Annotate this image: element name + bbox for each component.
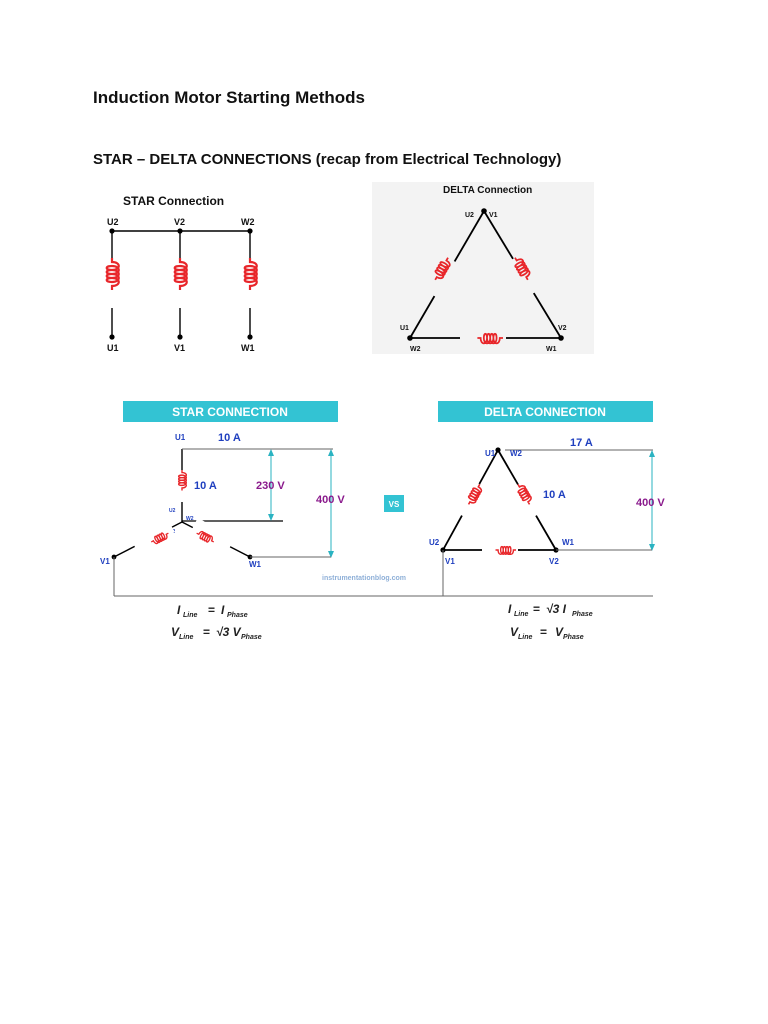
fig4-banner-text: DELTA CONNECTION	[484, 405, 606, 419]
svg-text:=: =	[540, 625, 548, 639]
svg-text:=: =	[533, 602, 541, 616]
svg-text:Phase: Phase	[227, 612, 248, 619]
fig2-label-v1: V1	[489, 212, 498, 219]
fig1-title: STAR Connection	[123, 194, 225, 208]
fig1-label-u1: U1	[107, 343, 119, 353]
fig4-label-u1: U1	[485, 449, 496, 458]
svg-text:Phase: Phase	[241, 634, 262, 641]
fig2-label-u1: U1	[400, 325, 409, 332]
svg-text:I: I	[508, 602, 512, 616]
fig4-line-current: 17 A	[570, 437, 593, 449]
svg-text:Line: Line	[179, 634, 194, 641]
fig4-phase-current: 10 A	[543, 489, 566, 501]
fig4-label-w2: W2	[510, 449, 522, 458]
delta-connection-values-figure	[322, 401, 665, 641]
fig3-phase-current: 10 A	[194, 480, 217, 492]
svg-text:Line: Line	[518, 634, 533, 641]
svg-text:Phase: Phase	[572, 611, 593, 618]
fig3-label-u2: U2	[169, 508, 176, 514]
fig3-phase-voltage: 230 V	[256, 480, 285, 492]
svg-text:V: V	[510, 625, 519, 639]
fig3-formula-current	[177, 603, 248, 619]
svg-text:Line: Line	[514, 611, 529, 618]
fig2-label-w2: W2	[410, 346, 421, 353]
coil-icon	[107, 258, 119, 290]
svg-text:V: V	[171, 625, 180, 639]
fig4-label-v2: V2	[549, 557, 559, 566]
fig4-formula-voltage	[510, 625, 584, 641]
fig2-label-u2: U2	[465, 212, 474, 219]
fig3-label-v1: V1	[100, 557, 110, 566]
coil-icon	[179, 470, 187, 490]
fig3-line-current: 10 A	[218, 432, 241, 444]
fig3-label-u1: U1	[175, 433, 186, 442]
section-heading: STAR – DELTA CONNECTIONS (recap from Electrical Technology)	[93, 151, 562, 168]
svg-text:√3 I: √3 I	[546, 602, 566, 616]
fig3-formula-voltage	[171, 625, 262, 641]
fig1-label-u2: U2	[107, 217, 119, 227]
coil-icon	[175, 258, 187, 290]
fig4-label-u2: U2	[429, 538, 440, 547]
svg-text:I: I	[177, 603, 181, 617]
fig2-label-v2: V2	[558, 325, 567, 332]
fig1-label-v1: V1	[174, 343, 186, 353]
delta-connection-figure	[372, 182, 594, 354]
svg-text:Phase: Phase	[563, 634, 584, 641]
fig3-label-w1: W1	[249, 560, 261, 569]
star-connection-figure	[107, 194, 257, 353]
coil-icon	[245, 258, 257, 290]
fig2-label-w1: W1	[546, 346, 557, 353]
fig4-formula-current	[508, 602, 593, 618]
fig3-label-w2: W2	[186, 516, 194, 522]
fig3-line-voltage: 400 V	[316, 494, 345, 506]
svg-text:√3 V: √3 V	[216, 625, 241, 639]
document-title: Induction Motor Starting Methods	[93, 88, 365, 107]
fig4-label-w1: W1	[562, 538, 574, 547]
fig2-title: DELTA Connection	[443, 185, 533, 196]
svg-text:Line: Line	[183, 612, 198, 619]
fig3-banner-text: STAR CONNECTION	[172, 405, 288, 419]
fig1-label-w2: W2	[241, 217, 255, 227]
svg-text:=: =	[203, 625, 211, 639]
star-connection-values-figure	[100, 401, 345, 641]
watermark: instrumentationblog.com	[322, 575, 406, 582]
vs-label: VS	[388, 500, 400, 509]
fig1-label-v2: V2	[174, 217, 186, 227]
fig4-line-voltage: 400 V	[636, 497, 665, 509]
svg-text:V: V	[555, 625, 564, 639]
fig1-label-w1: W1	[241, 343, 255, 353]
svg-text:I: I	[221, 603, 225, 617]
fig4-label-v1: V1	[445, 557, 455, 566]
svg-text:=: =	[208, 603, 216, 617]
